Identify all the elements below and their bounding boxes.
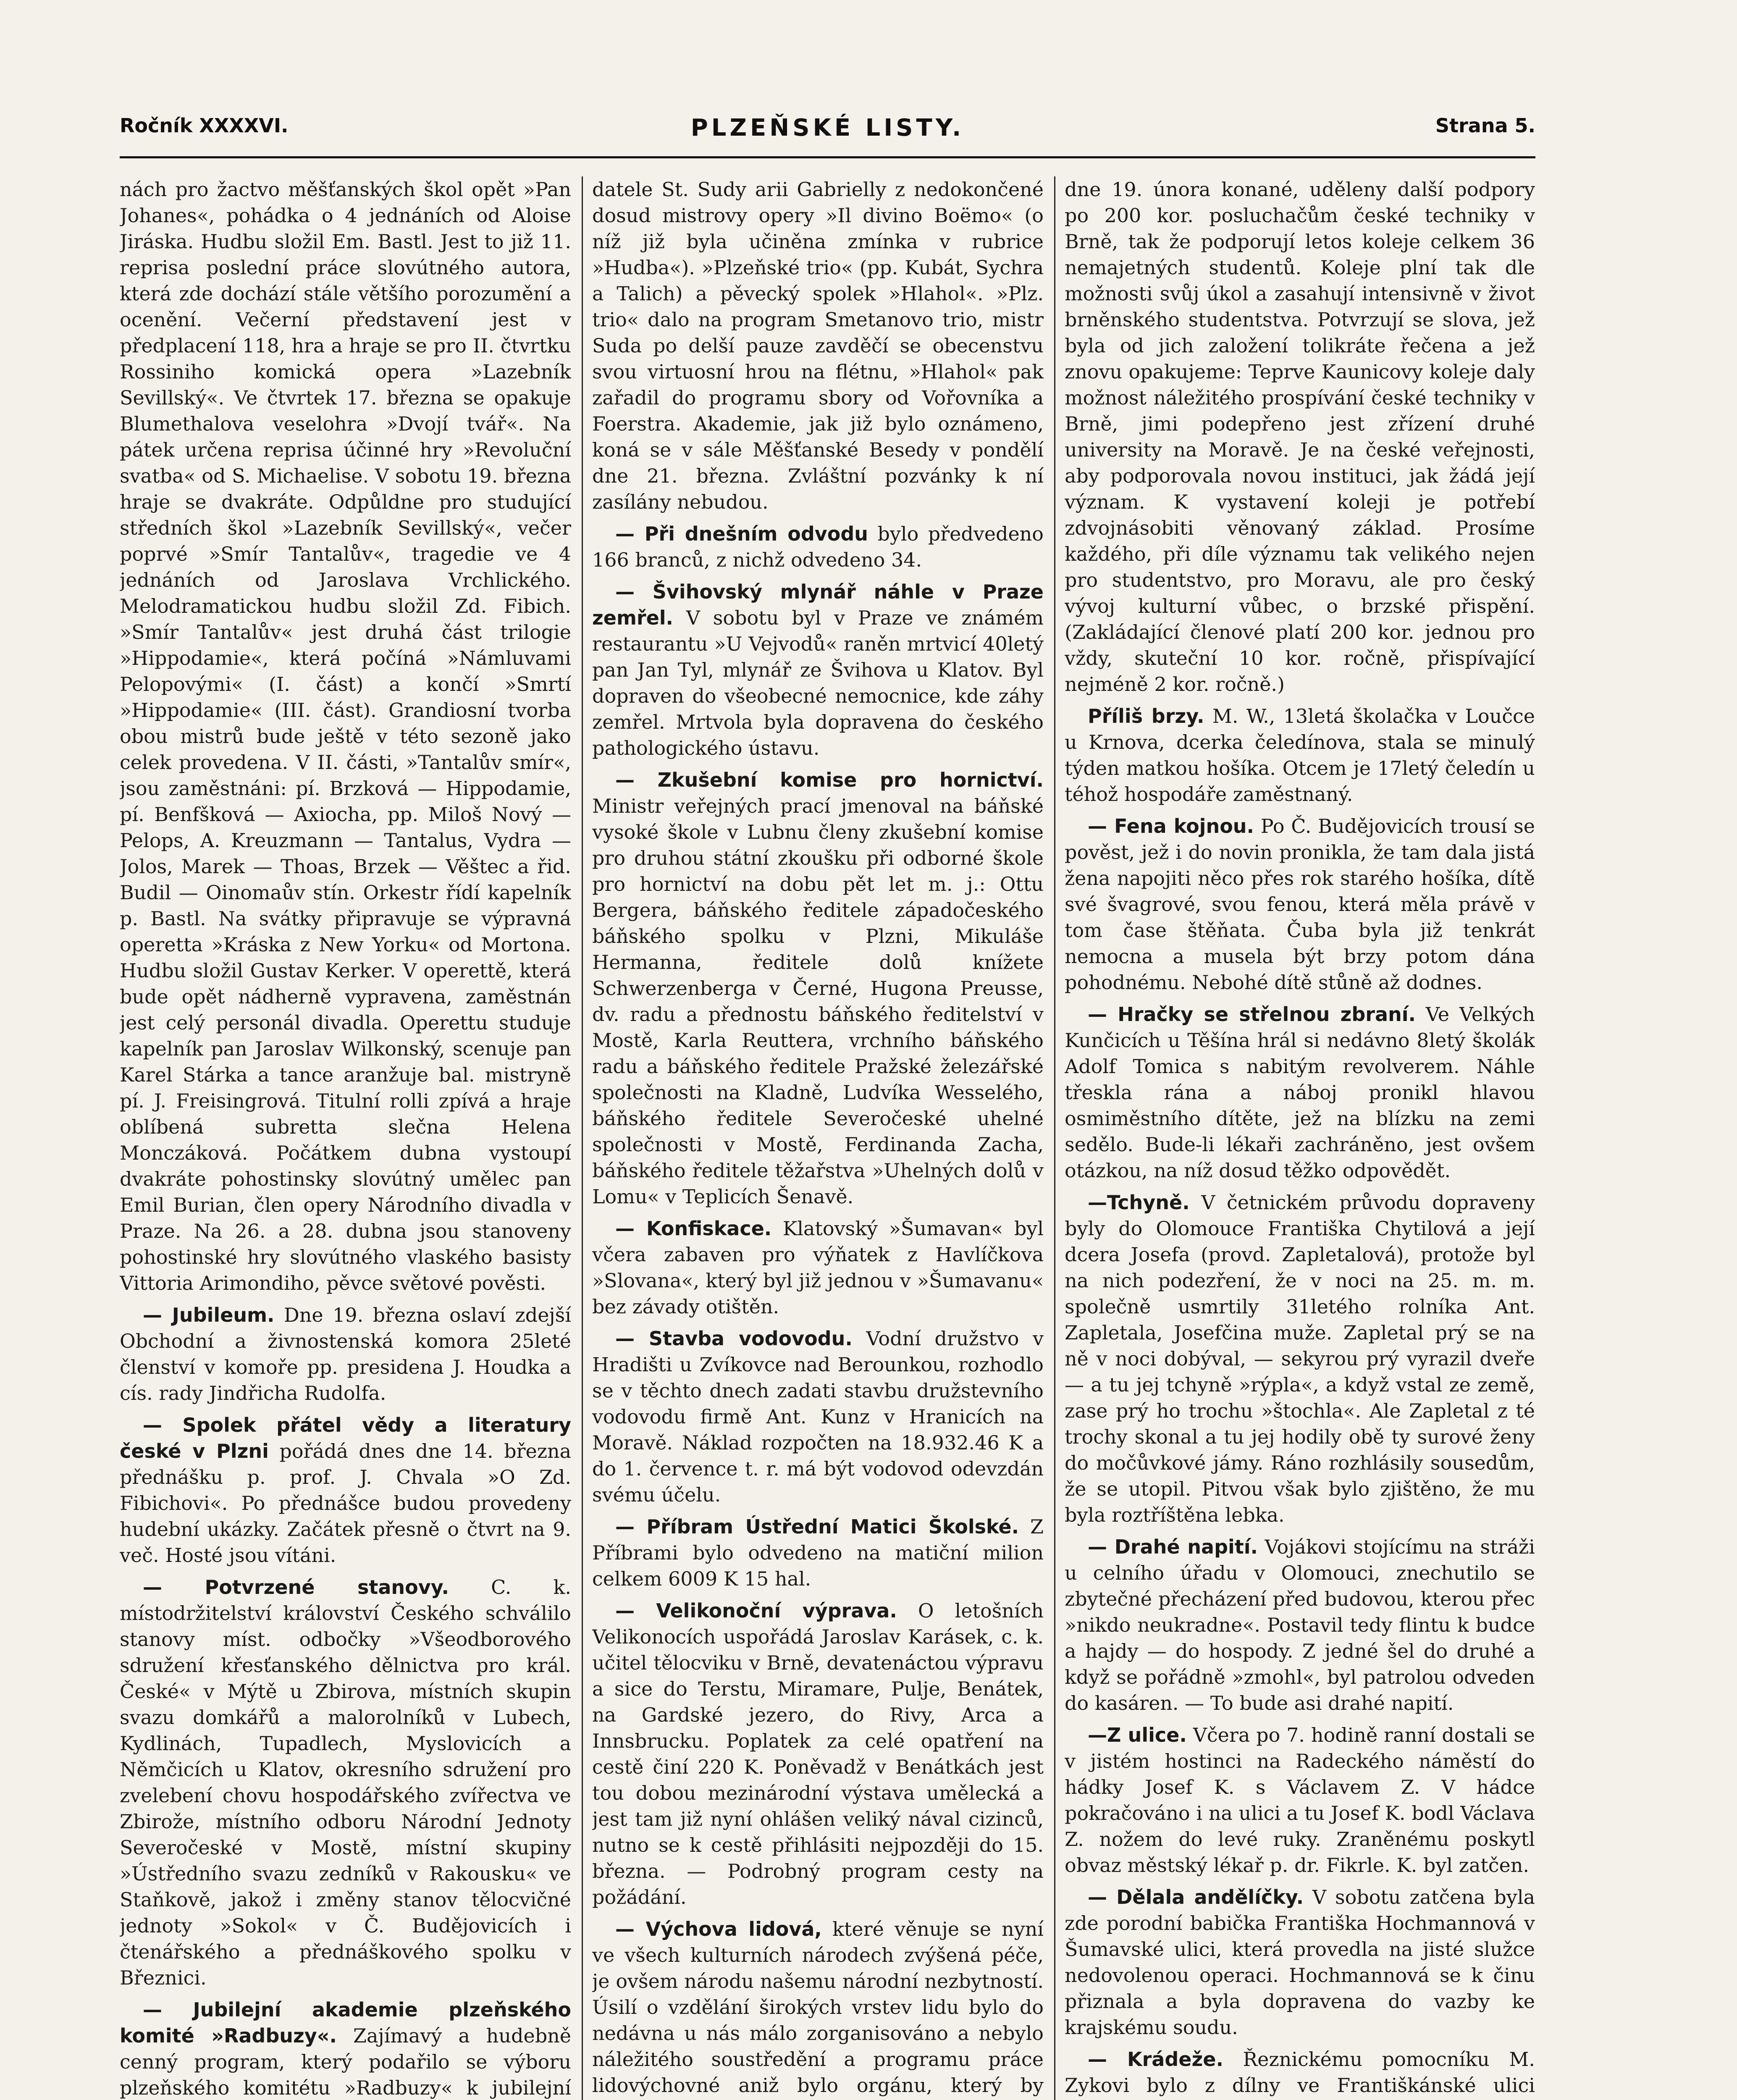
article-stavba-vodovodu xyxy=(592,1326,1044,1508)
article-body: které věnuje se nyní ve všech kulturních národech zvýšená péče, je ovšem národu našemu národní nezbytností. Úsilí o vzdělání širokých vrstev lidu bylo do nedávna u nás málo zorganisováno a nebylo náležitého soustředění a programu práce lidovýchovné aniž bylo orgánu, který by xyxy=(592,1918,1044,2097)
article-heading: — Jubilejní akademie plzeňského komité »Radbuzy«. xyxy=(120,1998,571,2047)
article-tchyne xyxy=(1065,1189,1535,1528)
article-body: Po Č. Budějovicích trousí se pověst, jež i do novin pronikla, že tam dala jistá žena napojiti něco přes rok starého hošíka, dítě své švagrové, svou fenou, která měla právě v tom čase štěňata. Čuba byla již tenkrát nemocna a musela být brzy potom dána pohodnému. Nebohé dítě stůně až dodnes. xyxy=(1065,815,1535,994)
article-hracky xyxy=(1065,1001,1535,1184)
article-drahe-napiti xyxy=(1065,1534,1535,1716)
article-heading: — Stavba vodovodu. xyxy=(615,1327,853,1350)
article-body: O letošních Velikonocích uspořádá Jaroslav Karásek, c. k. učitel tělocviku v Brně, devatenáctou výpravu a sice do Terstu, Miramare, Pulje, Benátek, na Gardské jezero, do Rivy, Arca a Innsbrucku. Poplatek za celé opatření na cestě činí 220 K. Poněvadž v Benátkách jest tou dobou mezinárodní výstava umělecká a jest tam již nyní ohlášen veliký nával cizinců, nutno se k cestě přihlásiti nejpozději do 15. března. — Podrobný program cesty na požádání. xyxy=(592,1599,1044,1908)
article-body: V sobotu zatčena byla zde porodní babička Františka Hochmannová v Šumavské ulici, která provedla na jisté služce nedovolenou operaci. Hochmannová se k činu přiznala a byla dopravena do vazby ke krajskému soudu. xyxy=(1065,1886,1535,2039)
article-odvod xyxy=(592,521,1044,573)
article-heading: —Z ulice. xyxy=(1088,1724,1187,1746)
article-akademie-continued: datele St. Sudy arii Gabrielly z nedokončené dosud mistrovy opery »Il divino Boëmo« (o níž již byla učiněna zmínka v rubrice »Hudba«). »Plzeňské trio« (pp. Kubát, Sychra a Talich) a pěvecký spolek »Hlahol«. »Plz. trio« dalo na program Smetanovo trio, mistr Suda po delší pauze zavděčí se obecenstvu svou virtuosní hrou na flétnu, »Hlahol« pak zařadil do programu sbory od Vořovníka a Foerstra. Akademie, jak již bylo oznámeno, koná se v sále Měšťanské Besedy v pondělí dne 21. března. Zvláštní pozvánky k ní zasílány nebudou. xyxy=(592,178,1044,513)
article-body: pořádá dnes dne 14. března přednášku p. prof. J. Chvala »O Zd. Fibichovi«. Po přednášce budou provedeny hudební ukázky. Začátek přesně o čtvrt na 9. več. Hosté jsou vítáni. xyxy=(120,1440,571,1567)
article-heading: — Jubileum. xyxy=(143,1304,275,1326)
article-body: V sobotu byl v Praze ve známém restaurantu »U Vejvodů« raněn mrtvicí 40letý pan Jan Tyl, mlynář ze Švihova u Klatov. Byl dopraven do všeobecné nemocnice, kde záhy zemřel. Mrtvola byla dopravena do českého pathologického ústavu. xyxy=(592,606,1044,759)
article-heading: Příliš brzy. xyxy=(1088,705,1204,727)
article-body: Včera po 7. hodině ranní dostali se v jistém hostinci na Radeckého náměstí do hádky Josef K. s Václavem Z. V hádce pokračováno i na ulici a tu Josef K. bodl Václava Z. nožem do levé ruky. Zraněnému poskytl obvaz městský lékař p. dr. Fikrle. K. byl zatčen. xyxy=(1065,1724,1535,1877)
article-heading: — Dělala andělíčky. xyxy=(1088,1886,1304,1908)
article-body: Klatovský »Šumavan« byl včera zabaven pro výňatek z Havlíčkova »Slovana«, který byl již jednou v »Šumavanu« bez závady otištěn. xyxy=(592,1217,1044,1318)
article-heading: — Drahé napití. xyxy=(1088,1536,1258,1558)
volume-number: Ročník XXXXVI. xyxy=(120,114,289,137)
article-zkusebni-komise xyxy=(592,767,1044,1210)
article-spolek-pratel xyxy=(120,1412,571,1568)
article-kradeze xyxy=(1065,2046,1535,2100)
article-koleje-continued: dne 19. února konané, uděleny další podpory po 200 kor. posluchačům české techniky v Brně, tak že podporují letos koleje celkem 36 nemajetných studentů. Koleje plní tak dle možnosti svůj úkol a zasahují intensivně v život brněnského studentstva. Potvrzují se slova, jež byla od jich založení tolikráte řečena a jež znovu opakujeme: Teprve Kaunicovy koleje daly možnost náležitého prospívání české techniky v Brně, jimi podepřeno jest zřízení druhé university na Moravě. Je na české veřejnosti, aby podporovala novou instituci, jak žádá její význam. K vystavení koleji je potřebí zdvojnásobiti věnovaný základ. Prosíme každého, při díle významu tak velikého nejen pro studentstvo, pro Moravu, ale pro český vývoj kulturní vůbec, o brzské přispění. (Zakládající členové platí 200 kor. jednou pro vždy, skuteční 10 kor. ročně, přispívající nejméně 2 kor. ročně.) xyxy=(1065,178,1535,696)
article-heading: — Potvrzené stanovy. xyxy=(143,1576,449,1599)
article-body: Zajímavý a hudebně cenný program, který podařilo se výboru plzeňského komitétu »Radbuzy« k jubilejní xyxy=(120,2024,571,2099)
article-heading: — Konfiskace. xyxy=(615,1217,772,1240)
article-heading: —Tchyně. xyxy=(1088,1191,1190,1214)
article-pribram xyxy=(592,1514,1044,1592)
article-konfiskace xyxy=(592,1215,1044,1320)
article-body: Vodní družstvo v Hradišti u Zvíkovce nad Berounkou, rozhodlo se v těchto dnech zadati stavbu družstevního vodovodu firmě Ant. Kunz v Hranicích na Moravě. Náklad rozpočten na 18.932.46 K a do 1. července t. r. má být vodovod odevzdán svému účelu. xyxy=(592,1327,1044,1506)
article-akademie-radbuzy xyxy=(120,1997,571,2100)
article-body: V četnickém průvodu dopraveny byly do Olomouce Františka Chytilová a její dcera Josefa (provd. Zapletalová), protože byl na nich podezření, že v noci na 25. m. m. společně usmrtily 31letého rolníka Ant. Zapletala, Josefčina muže. Zapletal prý se na ně v noci dobýval, — sekyrou prý vyrazil dveře — a tu jej tchyně »rýpla«, a když vstal ze země, zase prý ho trochu »štochla«. Ale Zapletal z té trochy skonal a tu jej hodily obě ty surové ženy do močůvkové jámy. Ráno rozhlásily sousedům, že se utopil. Pitvou však bylo zjištěno, že mu byla roztříštěna lebka. xyxy=(1065,1191,1535,1526)
article-potvrzene-stanovy xyxy=(120,1574,571,1991)
column-divider-2 xyxy=(1054,176,1055,2100)
article-heading: — Velikonoční výprava. xyxy=(615,1599,897,1622)
article-velikonocni-vyprava xyxy=(592,1598,1044,1910)
header-rule xyxy=(120,156,1535,158)
article-vychova-lidova xyxy=(592,1916,1044,2100)
article-prilis-brzy xyxy=(1065,703,1535,807)
article-body: Řeznickému pomocníku M. Zykovi bylo z dílny ve Františkánské ulici xyxy=(1065,2048,1535,2097)
article-fena-kojnou xyxy=(1065,813,1535,995)
article-theatre-continued: nách pro žactvo měšťanských škol opět »Pan Johanes«, pohádka o 4 jednáních od Aloise Jiráska. Hudbu složil Em. Bastl. Jest to již 11. reprisa poslední práce slovútného autora, která zde dochází stále většího porozumění a ocenění. Večerní představení jest v předplacení 118, hra a hraje se pro II. čtvrtku Rossiniho komická opera »Lazebník Sevillský«. Ve čtvrtek 17. března se opakuje Blumethalova veselohra »Dvojí tvář«. Na pátek určena reprisa účinné hry »Revoluční svatba« od S. Michaelise. V sobotu 19. března hraje se dvakráte. Odpůldne pro studující středních škol »Lazebník Sevillský«, večer poprvé »Smír Tantalův«, tragedie ve 4 jednáních od Jaroslava Vrchlického. Melodramatickou hudbu složil Zd. Fibich. »Smír Tantalův« jest druhá část trilogie »Hippodamie«, která počíná »Námluvami Pelopovými« (I. část) a končí »Smrtí »Hippodamie« (III. část). Grandiosní tvorba obou mistrů bude ještě v této sezoně jako celek provedena. V II. části, »Tantalův smír«, jsou zaměstnáni: pí. Brzková — Hippodamie, pí. Benfšková — Axiocha, pp. Miloš Nový — Pelops, A. Kreuzmann — Tantalus, Vydra — Jolos, Marek — Thoas, Brzek — Věštec a řid. Budil — Oinomaův stín. Orkestr řídí kapelník p. Bastl. Na svátky připravuje se výpravná operetta »Kráska z New Yorku« od Mortona. Hudbu složil Gustav Kerker. V operettě, která bude opět nádherně vypravena, zaměstnán jest celý personál divadla. Operettu studuje kapelník pan Jaroslav Wilkonský, scenuje pan Karel Stárka a tance aranžuje bal. mistryně pí. J. Freisingrová. Titulní rolli zpívá a hraje oblíbená subretta slečna Helena Monczáková. Počátkem dubna vystoupí dvakráte pohostinsky slovútný umělec pan Emil Burian, člen opery Národního divadla v Praze. Na 26. a 28. dubna jsou stanoveny pohostinské hry slovútného vlaského basisty Vittoria Arimondiho, pěvce světové pověsti. xyxy=(120,178,571,1294)
article-body: Z Příbrami bylo odvedeno na matiční milion celkem 6009 K 15 hal. xyxy=(592,1515,1044,1590)
article-heading: — Fena kojnou. xyxy=(1088,815,1254,837)
article-jubileum xyxy=(120,1302,571,1406)
article-z-ulice xyxy=(1065,1722,1535,1878)
masthead-title: PLZEŇSKÉ LISTY. xyxy=(690,114,965,142)
article-heading: — Spolek přátel vědy a literatury české v Plzni xyxy=(120,1414,571,1462)
article-andelicky xyxy=(1065,1884,1535,2040)
column-1 xyxy=(120,176,571,2100)
article-body: bylo předvedeno 166 branců, z nichž odvedeno 34. xyxy=(592,522,1044,571)
article-heading: — Švihovský mlynář náhle v Praze zemřel. xyxy=(592,580,1044,629)
article-svihovsky-mlynar xyxy=(592,579,1044,761)
column-3 xyxy=(1065,176,1535,2100)
article-heading: — Zkušební komise pro hornictví. xyxy=(615,769,1044,791)
article-heading: — Příbram Ústřední Matici Školské. xyxy=(615,1515,1019,1538)
article-body: C. k. místodržitelství království Českého schválilo stanovy míst. odbočky »Všeodborového sdružení křesťanského dělnictva pro král. České« v Mýtě u Zbirova, místních skupin svazu domkářů a malorolníků v Lubech, Kydlinách, Tupadlech, Myslovicích a Němčicích u Klatov, okresního sdružení pro zvelebení chovu hospodářského zvířectva ve Zbirože, místního odboru Národní Jednoty Severočeské v Mostě, místní skupiny »Ústředního svazu zedníků v Rakousku« ve Staňkově, jakož i změny stanov tělocvičné jednoty »Sokol« v Č. Budějovicích i čtenářského a přednáškového spolku v Březnici. xyxy=(120,1576,571,1989)
article-heading: — Při dnešním odvodu xyxy=(615,522,868,545)
article-heading: — Hračky se střelnou zbraní. xyxy=(1088,1003,1416,1026)
article-heading: — Krádeže. xyxy=(1088,2048,1223,2071)
article-body: M. W., 13letá školačka v Loučce u Krnova, dcerka čeledínova, stala se minulý týden matkou hošíka. Otcem je 17letý čeledín u téhož hospodáře zaměstnaný. xyxy=(1065,705,1535,806)
page-number: Strana 5. xyxy=(1435,114,1535,137)
article-heading: — Výchova lidová, xyxy=(615,1918,822,1940)
column-divider-1 xyxy=(582,176,583,2100)
article-body: Ministr veřejných prací jmenoval na báňské vysoké škole v Lubnu členy zkušební komise pro druhou státní zkoušku při odborné škole pro hornictví na dobu pět let m. j.: Ottu Bergera, báňského ředitele západočeského báňského spolku v Plzni, Mikuláše Hermanna, ředitele dolů knížete Schwerzenberga v Černé, Hugona Preusse, dv. radu a přednostu báňského ředitelství v Mostě, Karla Reuttera, vrchního báňského radu a báňského ředitele Pražské železářské společnosti na Kladně, Ludvíka Wesselého, báňského ředitele Severočeské uhelné společnosti v Mostě, Ferdinanda Zacha, báňského ředitele těžařstva »Uhelných dolů v Lomu« v Teplicích Šenavě. xyxy=(592,795,1044,1208)
article-body: Vojákovi stojícímu na stráži u celního úřadu v Olomouci, znechutilo se zbytečné přecházení před budovou, kterou přec »nikdo neukradne«. Postavil tedy flintu k budce a hajdy — do hospody. Z jedné šel do druhé a když se pořádně »zmohl«, byl patrolou odveden do kasáren. — To bude asi drahé napití. xyxy=(1065,1536,1535,1714)
article-body: Dne 19. března oslaví zdejší Obchodní a živnostenská komora 25leté členství v komoře pp. presidena J. Houdka a cís. rady Jindřicha Rudolfa. xyxy=(120,1304,571,1404)
column-2 xyxy=(592,176,1044,2100)
article-body: Ve Velkých Kunčicích u Těšína hrál si nedávno 8letý školák Adolf Tomica s nabitým revolverem. Náhle třeskla rána a náboj pronikl hlavou osmiměstního dítěte, jež na blízku na zemi sedělo. Bude-li lékaři zachráněno, jest ovšem otázkou, na níž dosud těžko odpovědět. xyxy=(1065,1003,1535,1182)
page-header xyxy=(120,105,1535,151)
